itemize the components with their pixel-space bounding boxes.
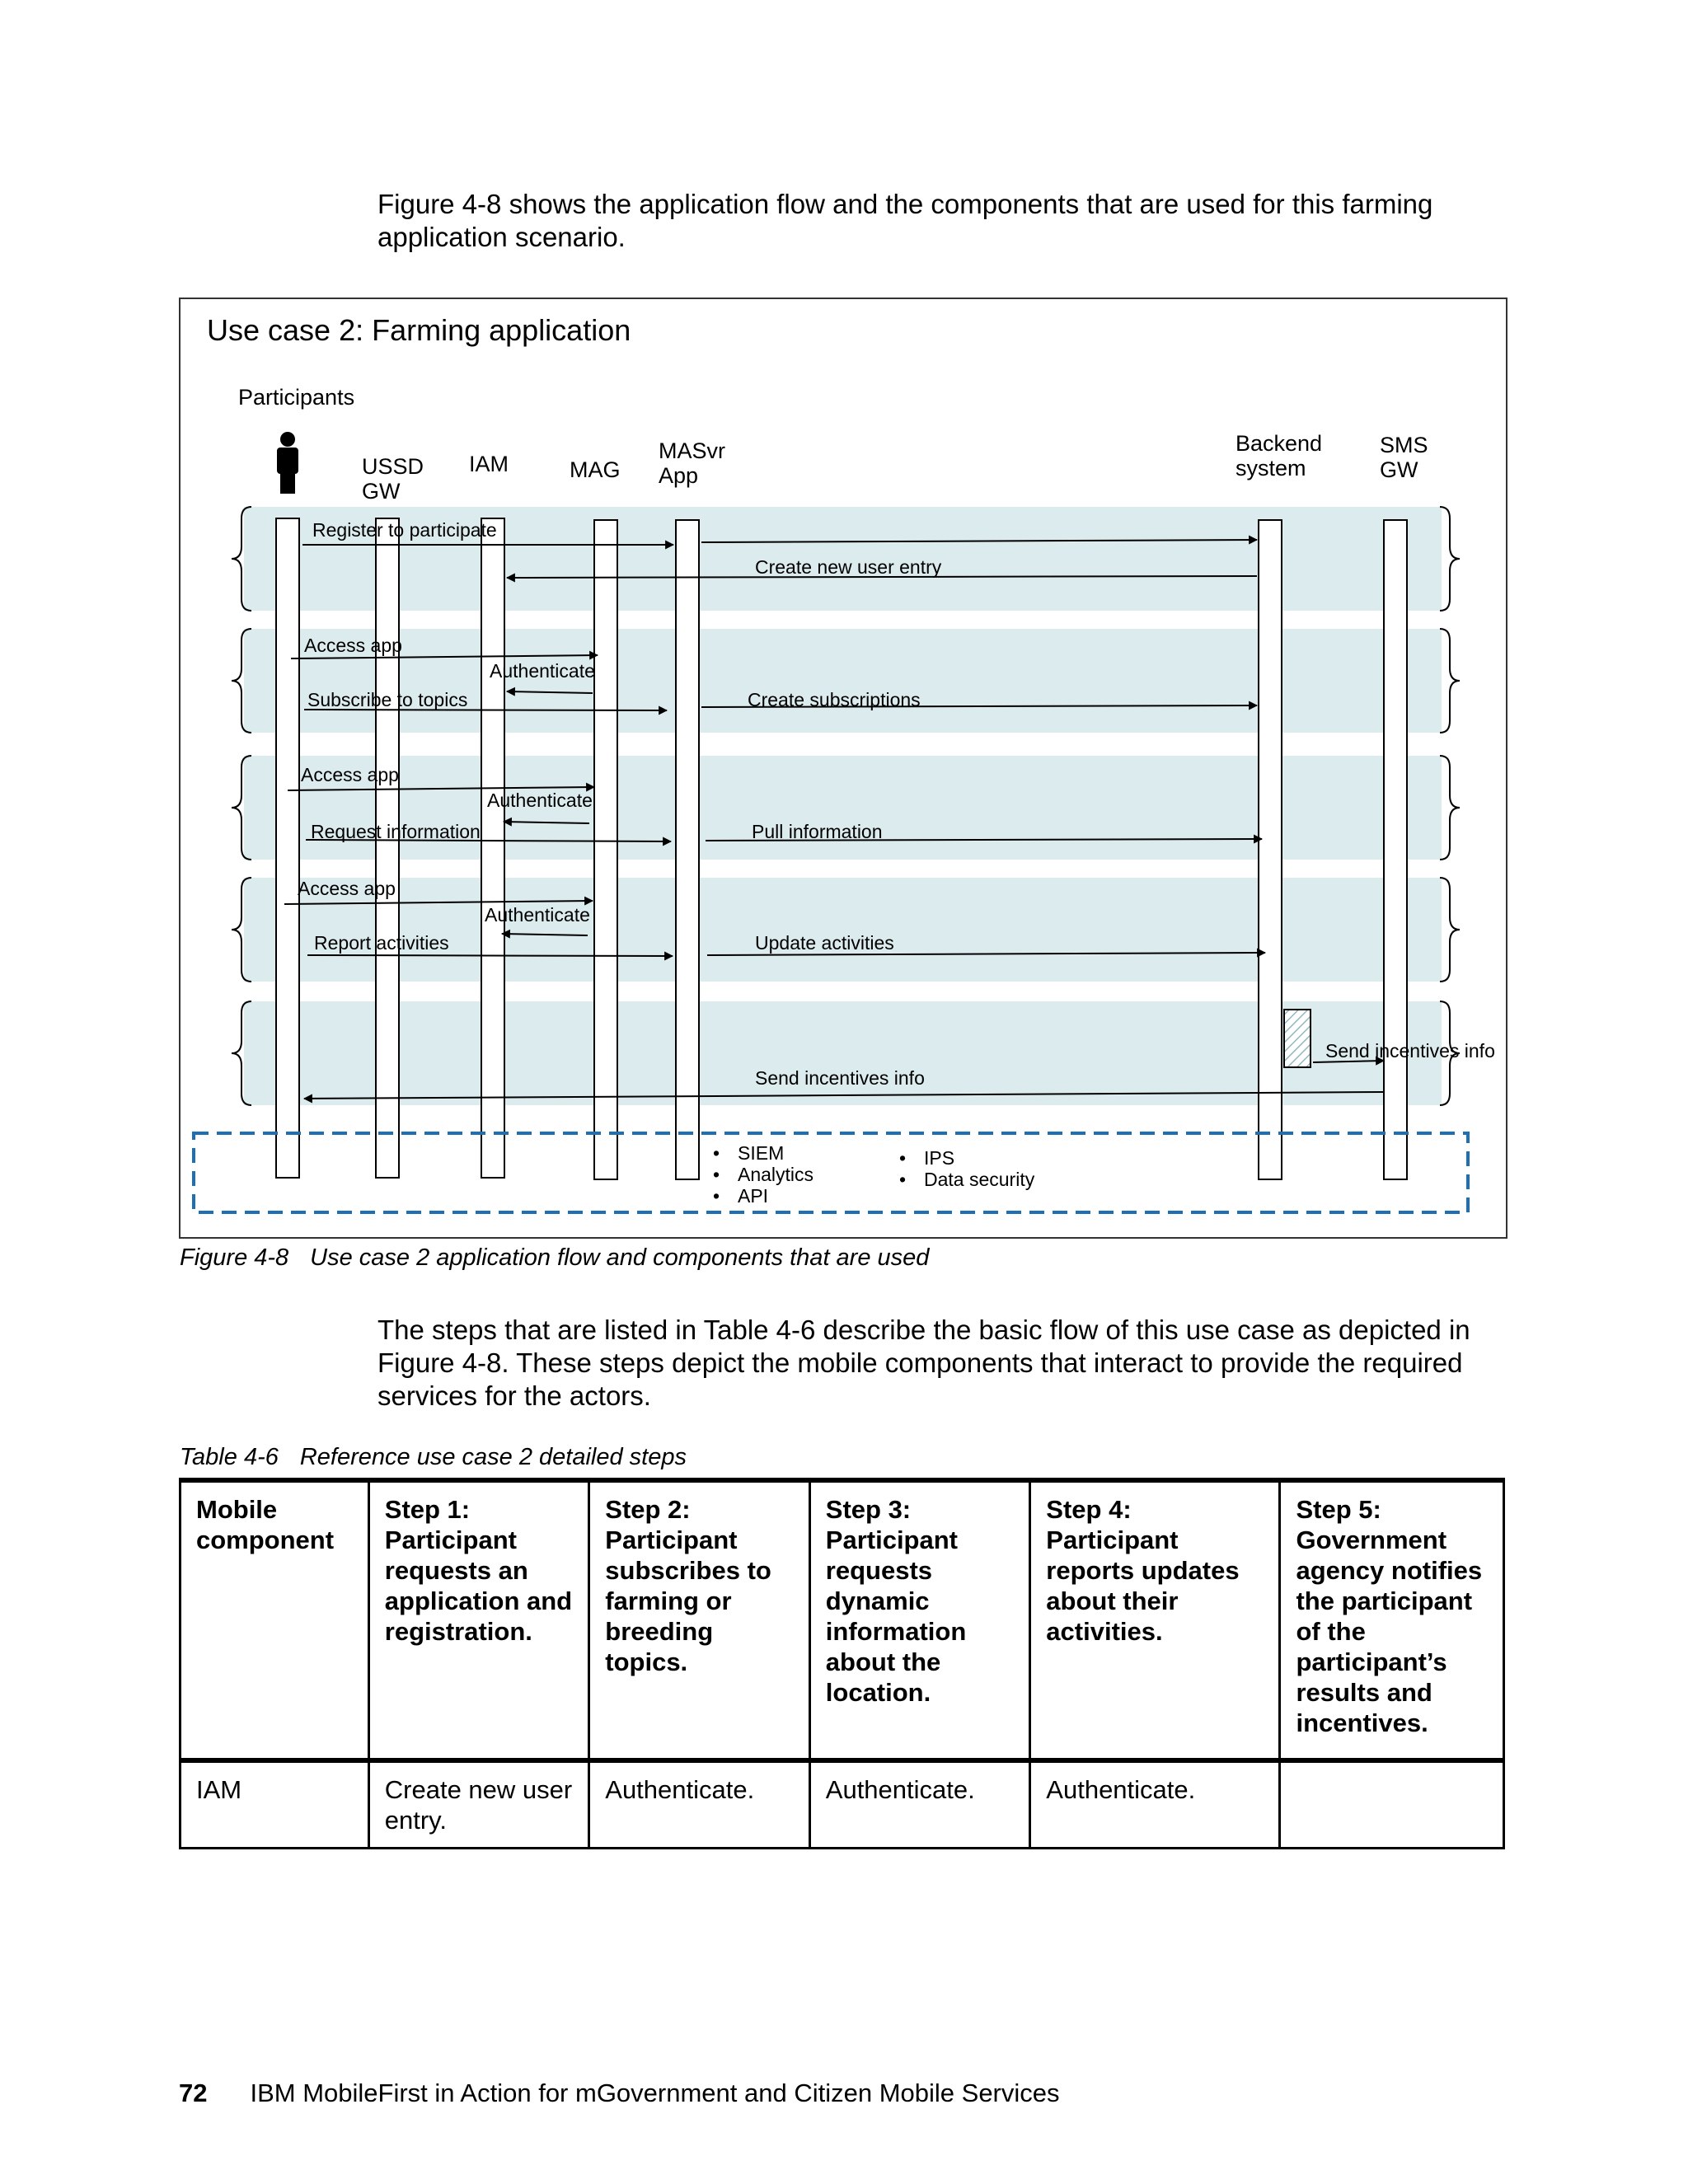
header-mobile-component: Mobile component bbox=[181, 1480, 369, 1760]
msg-subscribe: Subscribe to topics bbox=[307, 689, 468, 710]
msg-send-incentives-sms: Send incentives info bbox=[1325, 1040, 1495, 1062]
header-step-4: Step 4: Participant reports updates about their activities. bbox=[1030, 1480, 1280, 1760]
lifeline-participant bbox=[276, 518, 299, 1178]
msg-authenticate-2: Authenticate bbox=[487, 790, 593, 811]
table-caption-text: Reference use case 2 detailed steps bbox=[299, 1444, 687, 1470]
arrow-report bbox=[307, 955, 673, 956]
table-caption bbox=[180, 1442, 687, 1472]
lifeline-iam bbox=[481, 518, 504, 1178]
lifeline-label-sms bbox=[1380, 433, 1434, 482]
backend-line2: system bbox=[1236, 456, 1306, 480]
figure-title: Use case 2: Farming application bbox=[207, 313, 631, 347]
msg-pull-info: Pull information bbox=[752, 821, 883, 842]
header-step-3: Step 3: Participant requests dynamic information about the location. bbox=[809, 1480, 1030, 1760]
ussd-line2: GW bbox=[362, 479, 401, 504]
masvr-line2: App bbox=[659, 463, 699, 488]
components-right-list bbox=[899, 1147, 1035, 1190]
lifeline-mag bbox=[594, 520, 617, 1179]
msg-create-subscriptions: Create subscriptions bbox=[748, 689, 921, 710]
cell-component: IAM bbox=[181, 1760, 369, 1849]
component-analytics: Analytics bbox=[738, 1164, 814, 1185]
lifeline-label-ussd bbox=[362, 454, 430, 504]
steps-table bbox=[179, 1478, 1505, 1849]
lifeline-ussd bbox=[376, 518, 399, 1178]
page-footer bbox=[179, 2077, 1060, 2110]
lifeline-sms bbox=[1384, 520, 1407, 1179]
participant-icon bbox=[277, 432, 298, 494]
table-caption-label: Table 4-6 bbox=[180, 1444, 279, 1470]
lifeline-label-backend bbox=[1236, 431, 1329, 480]
cell-step-2: Authenticate. bbox=[589, 1760, 810, 1849]
msg-update-activities: Update activities bbox=[755, 932, 894, 954]
lifeline-label-mag: MAG bbox=[570, 457, 621, 482]
msg-access-app-1: Access app bbox=[304, 635, 402, 656]
msg-access-app-3: Access app bbox=[298, 878, 396, 899]
components-left-list bbox=[713, 1142, 814, 1207]
table-header-row bbox=[181, 1480, 1504, 1760]
figure-caption-text: Use case 2 application flow and components that are used bbox=[310, 1244, 930, 1271]
table-row bbox=[181, 1760, 1504, 1849]
processing-box bbox=[1284, 1010, 1311, 1067]
figure-caption-label: Figure 4-8 bbox=[180, 1244, 289, 1271]
component-siem: SIEM bbox=[738, 1142, 785, 1164]
sms-line2: GW bbox=[1380, 457, 1418, 482]
msg-access-app-2: Access app bbox=[301, 764, 399, 785]
body-paragraph: The steps that are listed in Table 4-6 describe the basic flow of this use case as depicted in Figure 4-8. These steps depict the mobile components that interact to provide the required services for the actors. bbox=[377, 1315, 1470, 1411]
lifeline-backend bbox=[1259, 520, 1282, 1179]
lifeline-label-masvr bbox=[659, 438, 732, 488]
lifeline-label-iam: IAM bbox=[469, 452, 509, 476]
msg-register: Register to participate bbox=[312, 519, 497, 541]
msg-authenticate-1: Authenticate bbox=[490, 660, 595, 682]
msg-authenticate-3: Authenticate bbox=[485, 904, 590, 926]
cell-step-1: Create new user entry. bbox=[368, 1760, 589, 1849]
header-step-5: Step 5: Government agency notifies the participant of the participant’s results and incentives. bbox=[1280, 1480, 1504, 1760]
page-number: 72 bbox=[179, 2079, 208, 2107]
header-step-2: Step 2: Participant subscribes to farming or breeding topics. bbox=[589, 1480, 810, 1760]
component-data-security: Data security bbox=[924, 1169, 1035, 1190]
ussd-line1: USSD bbox=[362, 454, 424, 479]
bullet-api: • bbox=[713, 1185, 720, 1207]
right-braces bbox=[1440, 507, 1460, 1105]
bullet-data-security: • bbox=[899, 1169, 907, 1190]
header-step-1: Step 1: Participant requests an application and registration. bbox=[368, 1480, 589, 1760]
masvr-line1: MASvr bbox=[659, 438, 725, 463]
component-api: API bbox=[738, 1185, 769, 1207]
cell-step-4: Authenticate. bbox=[1030, 1760, 1280, 1849]
msg-report: Report activities bbox=[314, 932, 449, 954]
component-ips: IPS bbox=[924, 1147, 955, 1169]
cell-step-3: Authenticate. bbox=[809, 1760, 1030, 1849]
sms-line1: SMS bbox=[1380, 433, 1428, 457]
figure-caption bbox=[180, 1243, 929, 1272]
participants-label: Participants bbox=[238, 385, 355, 410]
bullet-siem: • bbox=[713, 1142, 720, 1164]
cell-step-5 bbox=[1280, 1760, 1504, 1849]
intro-paragraph: Figure 4-8 shows the application flow and the components that are used for this farming application scenario. bbox=[377, 189, 1433, 252]
figure-frame bbox=[179, 298, 1507, 1239]
msg-request-info: Request information bbox=[311, 821, 481, 842]
bullet-analytics: • bbox=[713, 1164, 720, 1185]
msg-create-user: Create new user entry bbox=[755, 556, 942, 578]
lifeline-masvr bbox=[676, 520, 699, 1179]
msg-send-incentives: Send incentives info bbox=[755, 1067, 925, 1089]
bullet-ips: • bbox=[899, 1147, 907, 1169]
backend-line1: Backend bbox=[1236, 431, 1323, 456]
sequence-diagram bbox=[181, 299, 1509, 1240]
book-title: IBM MobileFirst in Action for mGovernment and Citizen Mobile Services bbox=[250, 2079, 1060, 2107]
